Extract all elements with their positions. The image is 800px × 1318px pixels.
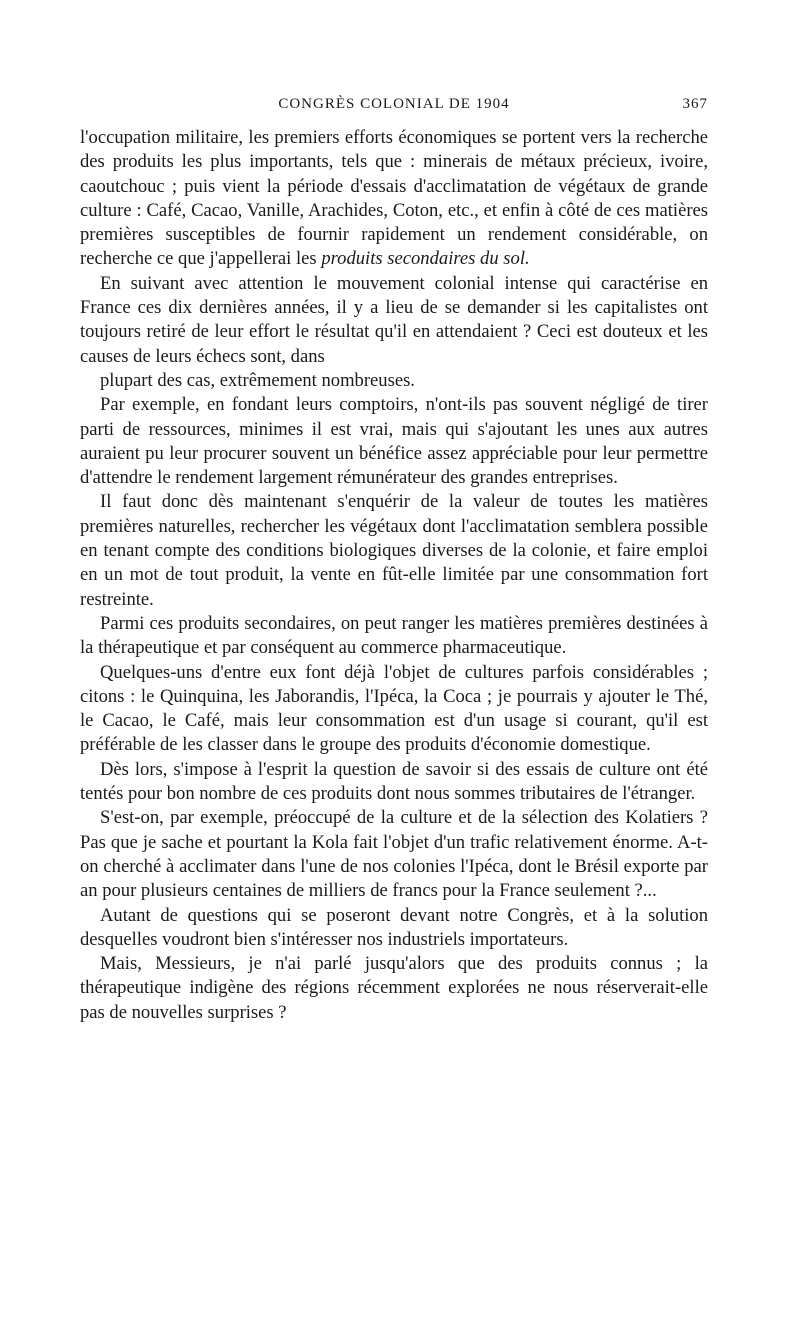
paragraph: Autant de questions qui se poseront devant notre Congrès, et à la solution desquelles voudront bien s'intéresser nos industriels importateurs. [80,904,708,950]
paragraph: Quelques-uns d'entre eux font déjà l'objet de cultures parfois considérables ; citons : le Quinquina, les Jaborandis, l'Ipéca, la Coca ; je pourrais y ajouter le Thé, le Cacao, le Café, mais leur consommation est d'un usage si courant, qu'il est préférable de les classer dans le groupe des produits d'économie domestique. [80,661,708,756]
paragraph: Mais, Messieurs, je n'ai parlé jusqu'alors que des produits connus ; la thérapeutique indigène des régions récemment explorées ne nous réserverait-elle pas de nouvelles surprises ? [80,953,708,1023]
paragraph-text: En suivant avec attention le mouvement colonial intense qui caractérise en France ces dix dernières années, il y a lieu de se demander si les capitalistes ont toujours retiré de leur effort le résultat qu'il en attendaient ? Ceci est douteux et les causes de leurs échecs sont, dans [80,272,708,367]
paragraph: Parmi ces produits secondaires, on peut ranger les matières premières destinées à la thérapeutique et par conséquent au commerce pharmaceutique. [80,612,708,659]
paragraph [80,126,708,272]
paragraph: Par exemple, en fondant leurs comptoirs, n'ont-ils pas souvent négligé de tirer parti de ressources, minimes il est vrai, mais qui s'ajoutant les unes aux autres auraient pu leur procurer souvent un bénéfice assez appréciable pour leur permettre d'attendre le rendement largement rémunérateur des grandes entreprises. [80,394,708,489]
paragraph: S'est-on, par exemple, préoccupé de la culture et de la sélection des Kolatiers ? Pas que je sache et pourtant la Kola fait l'objet d'un trafic relativement énorme. A-t-on cherché à acclimater dans l'une de nos colonies l'Ipéca, dont le Brésil exporte par an pour plusieurs centaines de milliers de francs pour la France seulement ?... [80,807,708,902]
paragraph: Dès lors, s'impose à l'esprit la question de savoir si des essais de culture ont été tentés pour bon nombre de ces produits dont nous sommes tributaires de l'étranger. [80,758,708,805]
paragraph-text: l'occupation militaire, les premiers efforts économiques se portent vers la recherche des produits les plus importants, tels que : minerais de métaux précieux, ivoire, caoutchouc ; puis vient la période d'essais d'acclimatation de végétaux de grande culture : Café, Cacao, Vanille, Arachides, Coton, etc., et enfin à côté de ces matières premières susceptibles de fournir rapidement un rendement considérable, on recherche ce que j'appellerai les [80,127,708,270]
page-number: 367 [682,96,708,112]
paragraph: Il faut donc dès maintenant s'enquérir de la valeur de toutes les matières premières naturelles, rechercher les végétaux dont l'acclimatation semblera possible en tenant compte des conditions biologiques diverses de la colonie, et faire emploi en un mot de tout produit, la vente en fût-elle limitée par une consommation fort restreinte. [80,491,708,610]
running-header [80,96,708,118]
header-title: CONGRÈS COLONIAL DE 1904 [278,96,510,112]
paragraph [80,272,708,393]
emphasized-text: produits secondaires du sol. [321,248,530,270]
paragraph-continuation: plupart des cas, extrêmement nombreuses. [100,369,415,391]
body-text [80,126,708,1025]
